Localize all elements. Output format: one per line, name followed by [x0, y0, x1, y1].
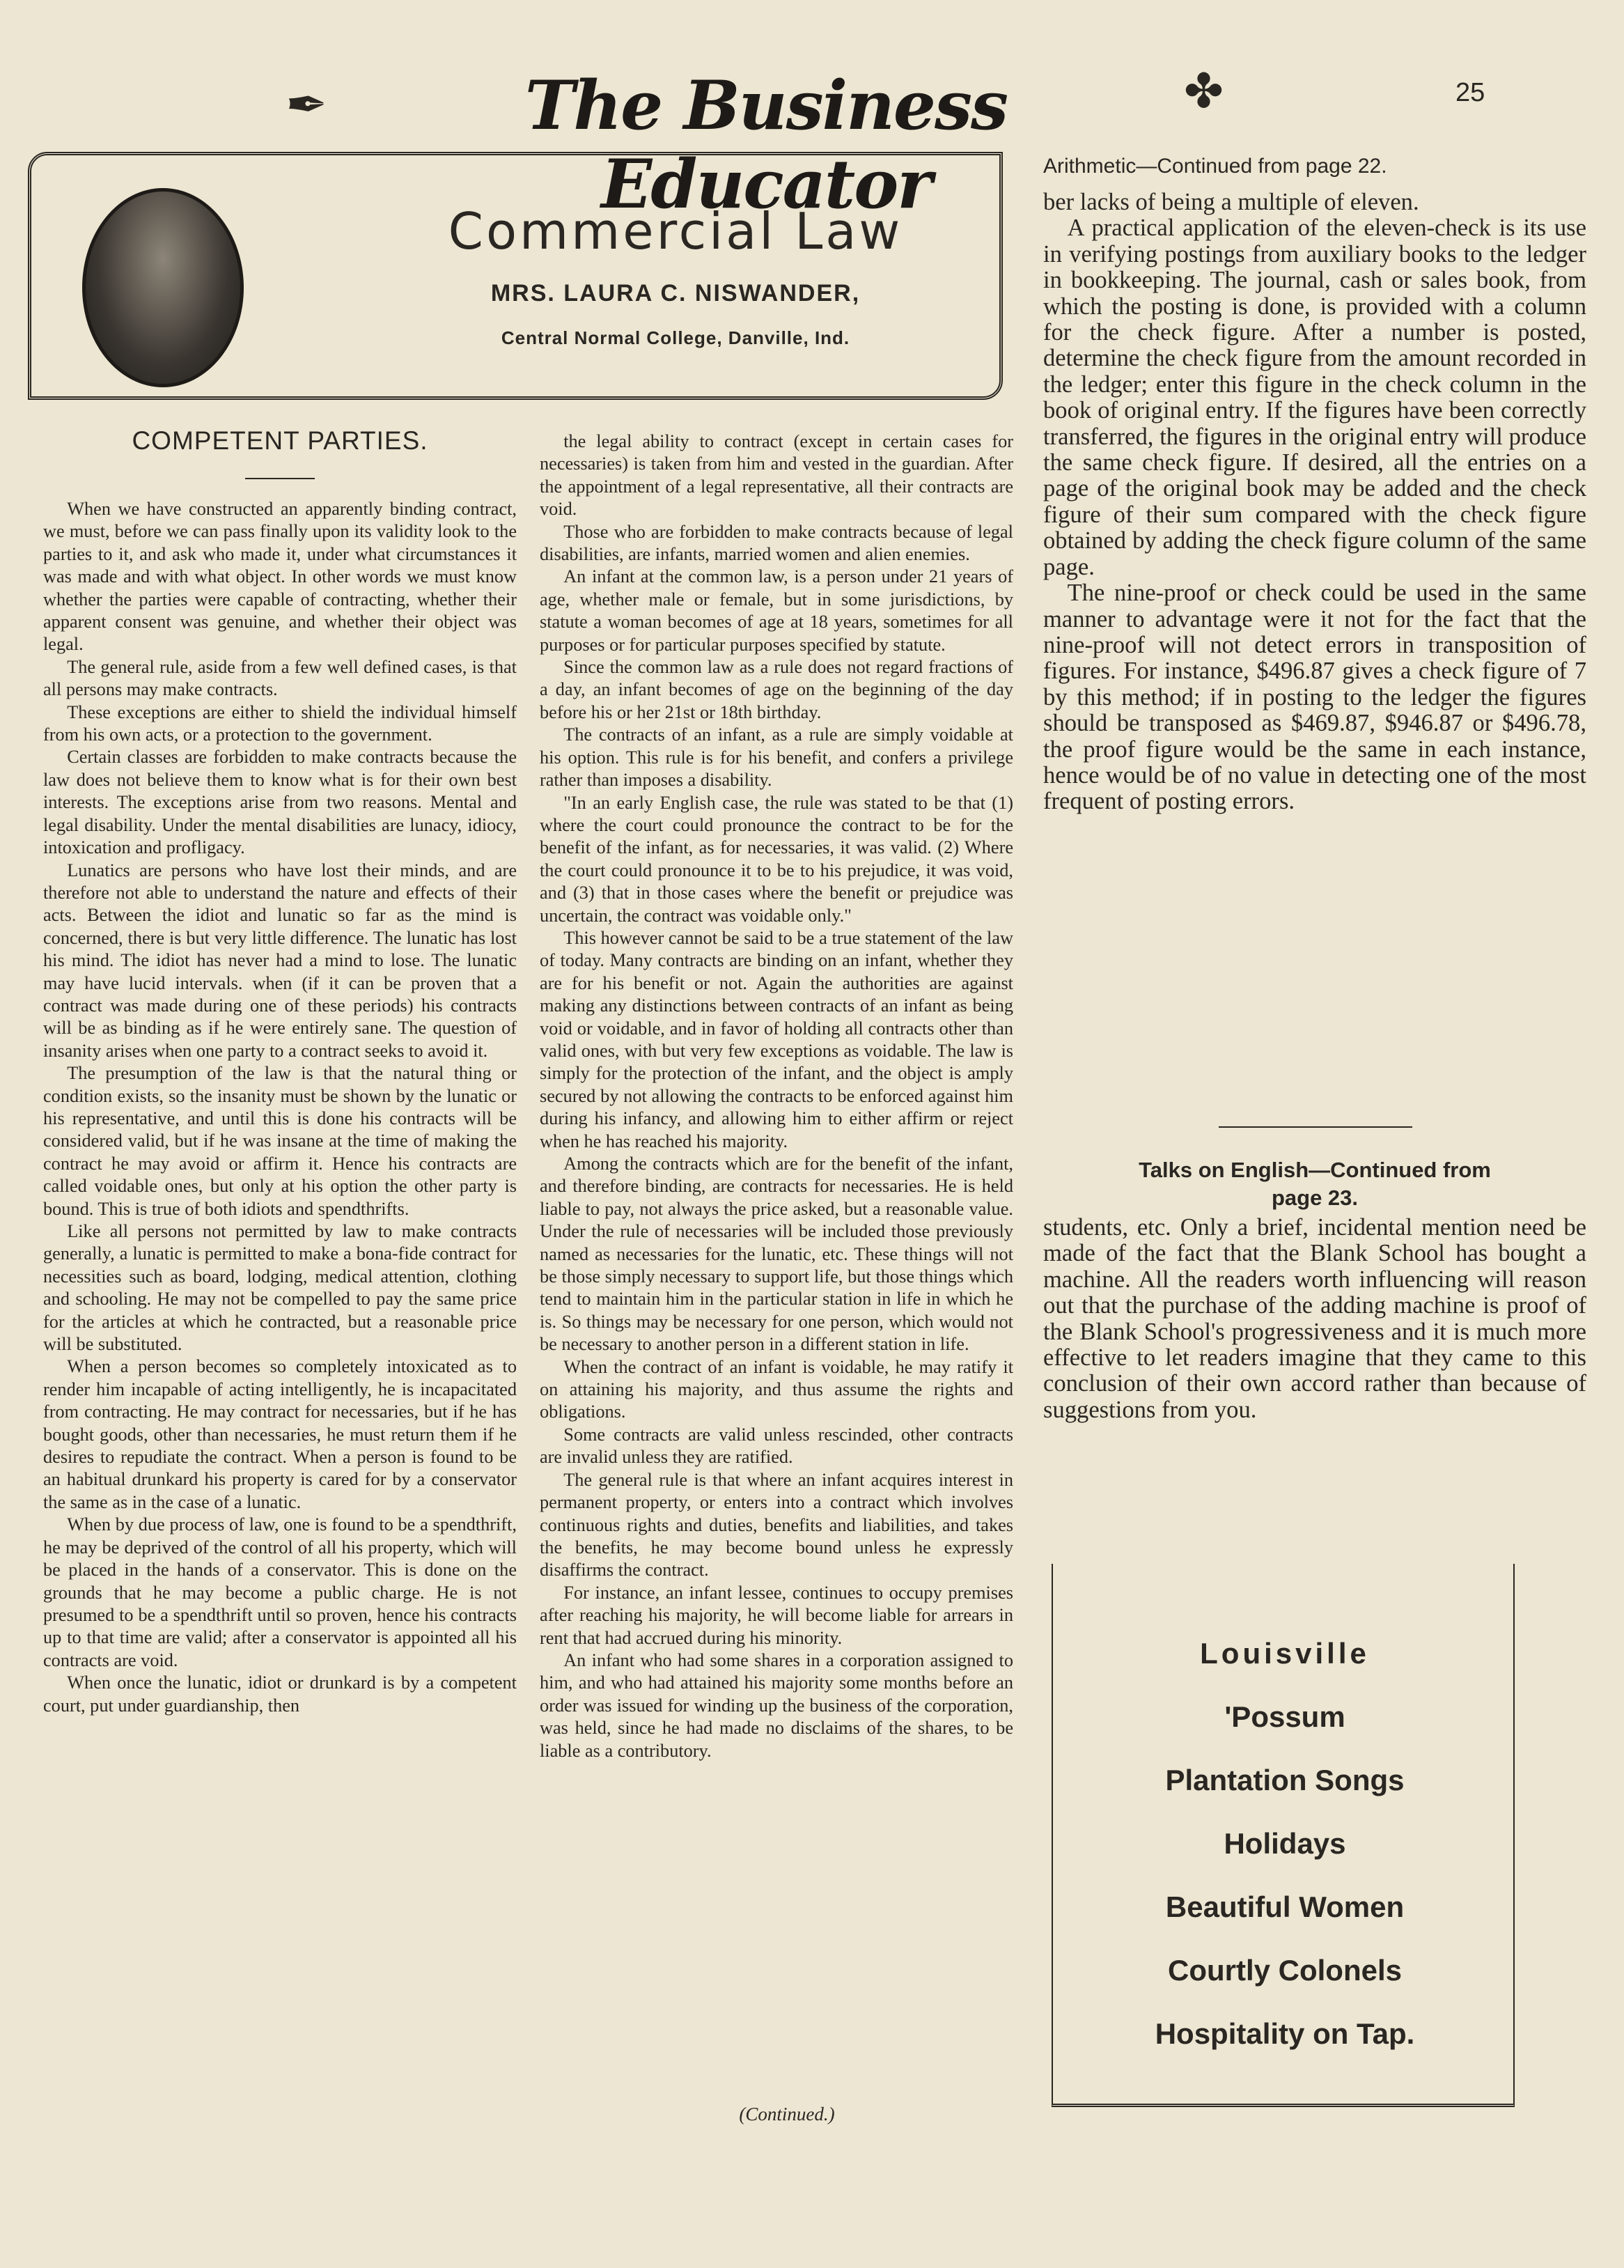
ad-line: Courtly Colonels: [1167, 1954, 1403, 1987]
paragraph: The presumption of the law is that the natural thing or condition exists, so the insanity must be shown by the lunatic or his representative, and until this is done his contracts will be considered valid, but if he was insane at the time of making the contract he may avoid or affirm it. Hence his contracts are called voidable ones, but only at his option the other party is bound. This is true of both idiots and spendthrifts.: [43, 1063, 517, 1219]
article-column-1: [43, 498, 517, 1717]
author-name: MRS. LAURA C. NISWANDER,: [490, 280, 861, 306]
paragraph: When a person becomes so completely intoxicated as to render him incapable of acting intelligently, he is incapacitated from contracting. He may contract for necessaries, but if he has bought goods, other than necessaries, he must return them if he desires to repudiate the contract. When a person is found to be an habitual drunkard his property is cared for by a conservator the same as in the case of a lunatic.: [43, 1356, 517, 1512]
paragraph: Among the contracts which are for the benefit of the infant, and therefore binding, are contracts for necessaries. He is held liable to pay, not always the price asked, but a reasonable value. Under the rule of necessaries will be included those previously named as necessaries for the lunatic, etc. These things will not be those simply necessary to support life, but those things which tend to maintain him in the particular station in life in which he is. So things may be necessary for one person, which would not be necessary to another person in a different station in life.: [540, 1154, 1013, 1355]
paragraph: A practical application of the eleven-check is its use in verifying postings from auxiliary books to the ledger in bookkeeping. The journal, cash or sales book, from which the posting is done, is provided with a column for the check figure. After a number is posted, determine the check figure from the amount recorded in the ledger; enter this figure in the check column in the book of original entry. If the figures have been correctly transferred, the figures in the original entry will produce the same check figure. If desired, all the entries on a page of the original book may be added and the check figure of their sum compared with the check figure obtained by adding the check figure column of the same page.: [1043, 215, 1586, 580]
paragraph: ber lacks of being a multiple of eleven.: [1043, 189, 1419, 215]
paragraph: The nine-proof or check could be used in the same manner to advantage were it not for the fact that the nine-proof will not detect errors in transposition of figures. For instance, $496.87 gives a check figure of 7 by this method; if in posting to the ledger the figures should be transposed as $469.87, $946.87 or $496.78, the proof figure would be the same in each instance, hence would be of no value in detecting one of the most frequent of posting errors.: [1043, 580, 1586, 815]
ad-line: Beautiful Women: [1165, 1890, 1405, 1923]
paragraph: An infant who had some shares in a corporation assigned to him, and who had attained his majority some months before an order was issued for winding up the business of the corporation, was held, since he had made no disclaims of the shares, to be liable as a contributory.: [540, 1649, 1013, 1761]
paragraph: Some contracts are valid unless rescinded, other contracts are invalid unless they are ratified.: [540, 1424, 1013, 1468]
paragraph: When once the lunatic, idiot or drunkard is by a competent court, put under guardianship, then: [43, 1672, 517, 1716]
paragraph: These exceptions are either to shield the individual himself from his own acts, or a protection to the government.: [43, 701, 517, 745]
ad-line: 'Possum: [1224, 1700, 1345, 1733]
ad-line: Holidays: [1224, 1827, 1346, 1860]
paragraph: For instance, an infant lessee, continues to occupy premises after reaching his majority, he will become liable for arrears in rent that had accrued during his minority.: [540, 1582, 1013, 1648]
author-college: Central Normal College, Danville, Ind.: [501, 327, 850, 348]
paragraph: This however cannot be said to be a true statement of the law of today. Many contracts are binding on an infant, whether they are for his benefit or not. Again the authorities are against making any distinctions between contracts of an infant as being void or voidable, and in favor of holding all contracts other than valid ones, with but very few exceptions as voidable. The law is simply for the protection of the infant, and the object is amply secured by not allowing the contracts to be enforced against him during his infancy, and allowing him to either affirm or reject when he has reached his majority.: [540, 927, 1013, 1151]
paragraph: the legal ability to contract (except in certain cases for necessaries) is taken from him and vested in the guardian. After the appointment of a legal representative, all their contracts are void.: [540, 431, 1013, 520]
paragraph: When the contract of an infant is voidable, he may ratify it on attaining his majority, and thus assume the rights and obligations.: [540, 1356, 1013, 1422]
article-title: Commercial Law: [448, 202, 903, 261]
paragraph: Those who are forbidden to make contracts because of legal disabilities, are infants, married women and alien enemies.: [540, 521, 1013, 565]
paragraph: The general rule is that where an infant acquires interest in permanent property, or enters into a contract which involves continuous rights and duties, benefits and liabilities, and takes the benefits, he may become bound unless he expressly disaffirms the contract.: [540, 1469, 1013, 1580]
paragraph: When we have constructed an apparently binding contract, we must, before we can pass finally upon its validity look to the parties to it, and ask who made it, under what circumstances it was made and with what object. In other words we must know whether the parties were capable of contracting, whether their apparent consent was genuine, and whether their object was legal.: [43, 499, 517, 655]
paragraph: The general rule, aside from a few well defined cases, is that all persons may make contracts.: [43, 656, 517, 700]
arithmetic-body: [1043, 189, 1586, 815]
author-portrait: [82, 188, 244, 387]
talks-body: [1043, 1215, 1586, 1423]
ad-line: Louisville: [1200, 1637, 1370, 1670]
fleur-icon: ✤: [1184, 65, 1224, 118]
talks-heading-line: Talks on English—Continued from: [1139, 1158, 1491, 1182]
page-number: 25: [1455, 78, 1485, 107]
masthead-title: The Business Educator: [524, 66, 1008, 224]
divider: [1219, 1126, 1412, 1128]
talks-heading-line: page 23.: [1271, 1186, 1359, 1210]
paragraph: Since the common law as a rule does not regard fractions of a day, an infant becomes of age on the beginning of the day before his or her 21st or 18th birthday.: [540, 657, 1013, 722]
quill-icon: ✒: [286, 77, 328, 133]
paragraph: "In an early English case, the rule was stated to be that (1) where the court could pronounce the contract to be for the benefit of the infant, as for necessaries, it was valid. (2) Where the court could pronounce it to be to his prejudice, it was void, and (3) that in those cases where the benefit or prejudice was uncertain, the contract was voidable only.": [540, 792, 1013, 926]
talks-heading: [1043, 1156, 1586, 1212]
paragraph: Lunatics are persons who have lost their minds, and are therefore not able to understand the nature and effects of their acts. Between the idiot and lunatic so far as the mind is concerned, there is but very little difference. The lunatic has lost his mind. The idiot has never had a mind to lose. The lunatic may have lucid intervals. when (if it can be proven that a contract was made during one of these periods) his contracts will be as binding as if he were entirely sane. The question of insanity arises when one party to a contract seeks to avoid it.: [43, 860, 517, 1061]
advertisement-text: [1055, 1637, 1515, 2081]
paragraph: students, etc. Only a brief, incidental mention need be made of the fact that the Blank School has bought a machine. All the readers worth influencing will reason out that the purchase of the adding machine is proof of the Blank School's progressiveness and it is much more effective to let readers imagine that they came to this conclusion of their own accord rather than because of suggestions from you.: [1043, 1214, 1586, 1423]
ad-line: Plantation Songs: [1165, 1764, 1405, 1796]
paragraph: The contracts of an infant, as a rule are simply voidable at his option. This rule is for his benefit, and confers a privilege rather than imposes a disability.: [540, 724, 1013, 791]
paragraph: An infant at the common law, is a person under 21 years of age, whether male or female, but in some jurisdictions, by statute a woman becomes of age at 18 years, sometimes for all purposes or for particular purposes specified by statute.: [540, 566, 1013, 655]
paragraph: Certain classes are forbidden to make contracts because the law does not believe them to know what is for their own best interests. The exceptions arise from two reasons. Mental and legal disability. Under the mental disabilities are lunacy, idiocy, intoxication and profligacy.: [43, 747, 517, 858]
ad-line: Hospitality on Tap.: [1155, 2017, 1415, 2050]
paragraph: Like all persons not permitted by law to make contracts generally, a lunatic is permitted to make a bona-fide contract for necessities such as board, lodging, medical attention, clothing and schooling. He may not be compelled to pay the same price for the articles at which he contracted, but a reasonable price will be substituted.: [43, 1221, 517, 1355]
paragraph: When by due process of law, one is found to be a spendthrift, he may be deprived of the control of all his property, which will be placed in the hands of a conservator. This is done on the grounds that he may become a public charge. He is not presumed to be a spendthrift until so proven, hence his contracts up to that time are valid; after a conservator is appointed all his contracts are void.: [43, 1514, 517, 1670]
divider: [245, 478, 315, 479]
arithmetic-heading: Arithmetic—Continued from page 22.: [1043, 155, 1387, 178]
continued-note: (Continued.): [739, 2104, 835, 2125]
section-heading: COMPETENT PARTIES.: [132, 426, 428, 455]
article-column-2: [540, 430, 1013, 1762]
